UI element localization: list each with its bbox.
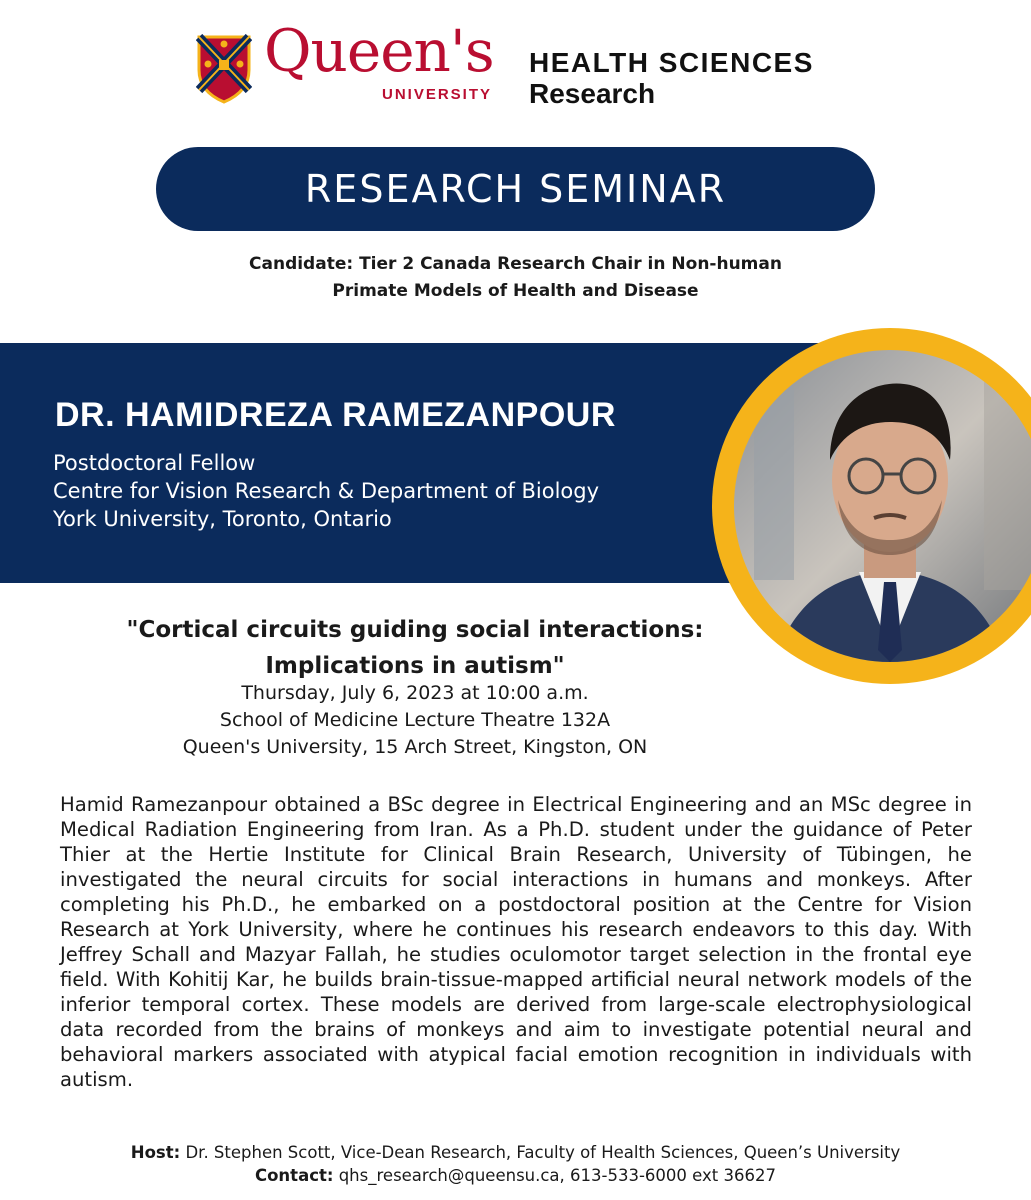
seminar-title: RESEARCH SEMINAR — [304, 167, 727, 211]
talk-title-line-1: "Cortical circuits guiding social interactions: — [126, 617, 704, 643]
talk-venue: School of Medicine Lecture Theatre 132A — [219, 709, 611, 731]
university-wordmark: UNIVERSITY — [382, 86, 493, 103]
contact-text: qhs_research@queensu.ca, 613-533-6000 ext 36627 — [333, 1166, 776, 1185]
candidate-line — [0, 251, 1031, 305]
host-text: Dr. Stephen Scott, Vice-Dean Research, Faculty of Health Sciences, Queen’s University — [180, 1143, 901, 1162]
talk-date: Thursday, July 6, 2023 at 10:00 a.m. — [241, 682, 589, 704]
seminar-banner — [156, 147, 875, 231]
health-sciences-title: HEALTH SCIENCES — [529, 47, 814, 78]
talk-title-line-2: Implications in autism" — [265, 653, 565, 679]
speaker-name: DR. HAMIDREZA RAMEZANPOUR — [55, 396, 616, 434]
contact-line — [0, 1164, 1031, 1187]
speaker-affiliation — [53, 449, 599, 533]
candidate-line-2: Primate Models of Health and Disease — [332, 281, 699, 301]
contact-label: Contact: — [254, 1166, 334, 1185]
queens-wordmark: Queen's — [264, 17, 494, 85]
host-line — [0, 1141, 1031, 1164]
talk-address: Queen's University, 15 Arch Street, Kingston, ON — [182, 736, 648, 758]
speaker-bio: Hamid Ramezanpour obtained a BSc degree in Electrical Engineering and an MSc degree in Medical Radiation Engineering from Iran. As a Ph.D. student under the guidance of Peter Thier at the Hertie Institute for Clinical Brain Research, University of Tübingen, he investigated the neural circuits for social interactions in humans and monkeys. After completing his Ph.D., he embarked on a postdoctoral position at the Centre for Vision Research at York University, where he continues his research endeavors to this day. With Jeffrey Schall and Mazyar Fallah, he studies oculomotor target selection in the frontal eye field. With Kohitij Kar, he builds brain-tissue-mapped artificial neural network models of the inferior temporal cortex. These models are derived from large-scale electrophysiological data recorded from the brains of monkeys and aim to investigate potential neural and behavioral markers associated with atypical facial emotion recognition in individuals with autism. — [60, 793, 972, 1091]
footer-info — [0, 1141, 1031, 1187]
talk-details — [0, 680, 830, 761]
queens-crest-logo — [196, 34, 252, 104]
talk-title — [0, 612, 830, 684]
speaker-department: Centre for Vision Research & Department of Biology — [53, 479, 600, 503]
research-subtitle: Research — [529, 78, 656, 109]
speaker-role-title: Postdoctoral Fellow — [53, 451, 256, 475]
speaker-university: York University, Toronto, Ontario — [53, 507, 392, 531]
candidate-line-1: Candidate: Tier 2 Canada Research Chair in Non-human — [249, 254, 782, 274]
host-label: Host: — [130, 1143, 181, 1162]
